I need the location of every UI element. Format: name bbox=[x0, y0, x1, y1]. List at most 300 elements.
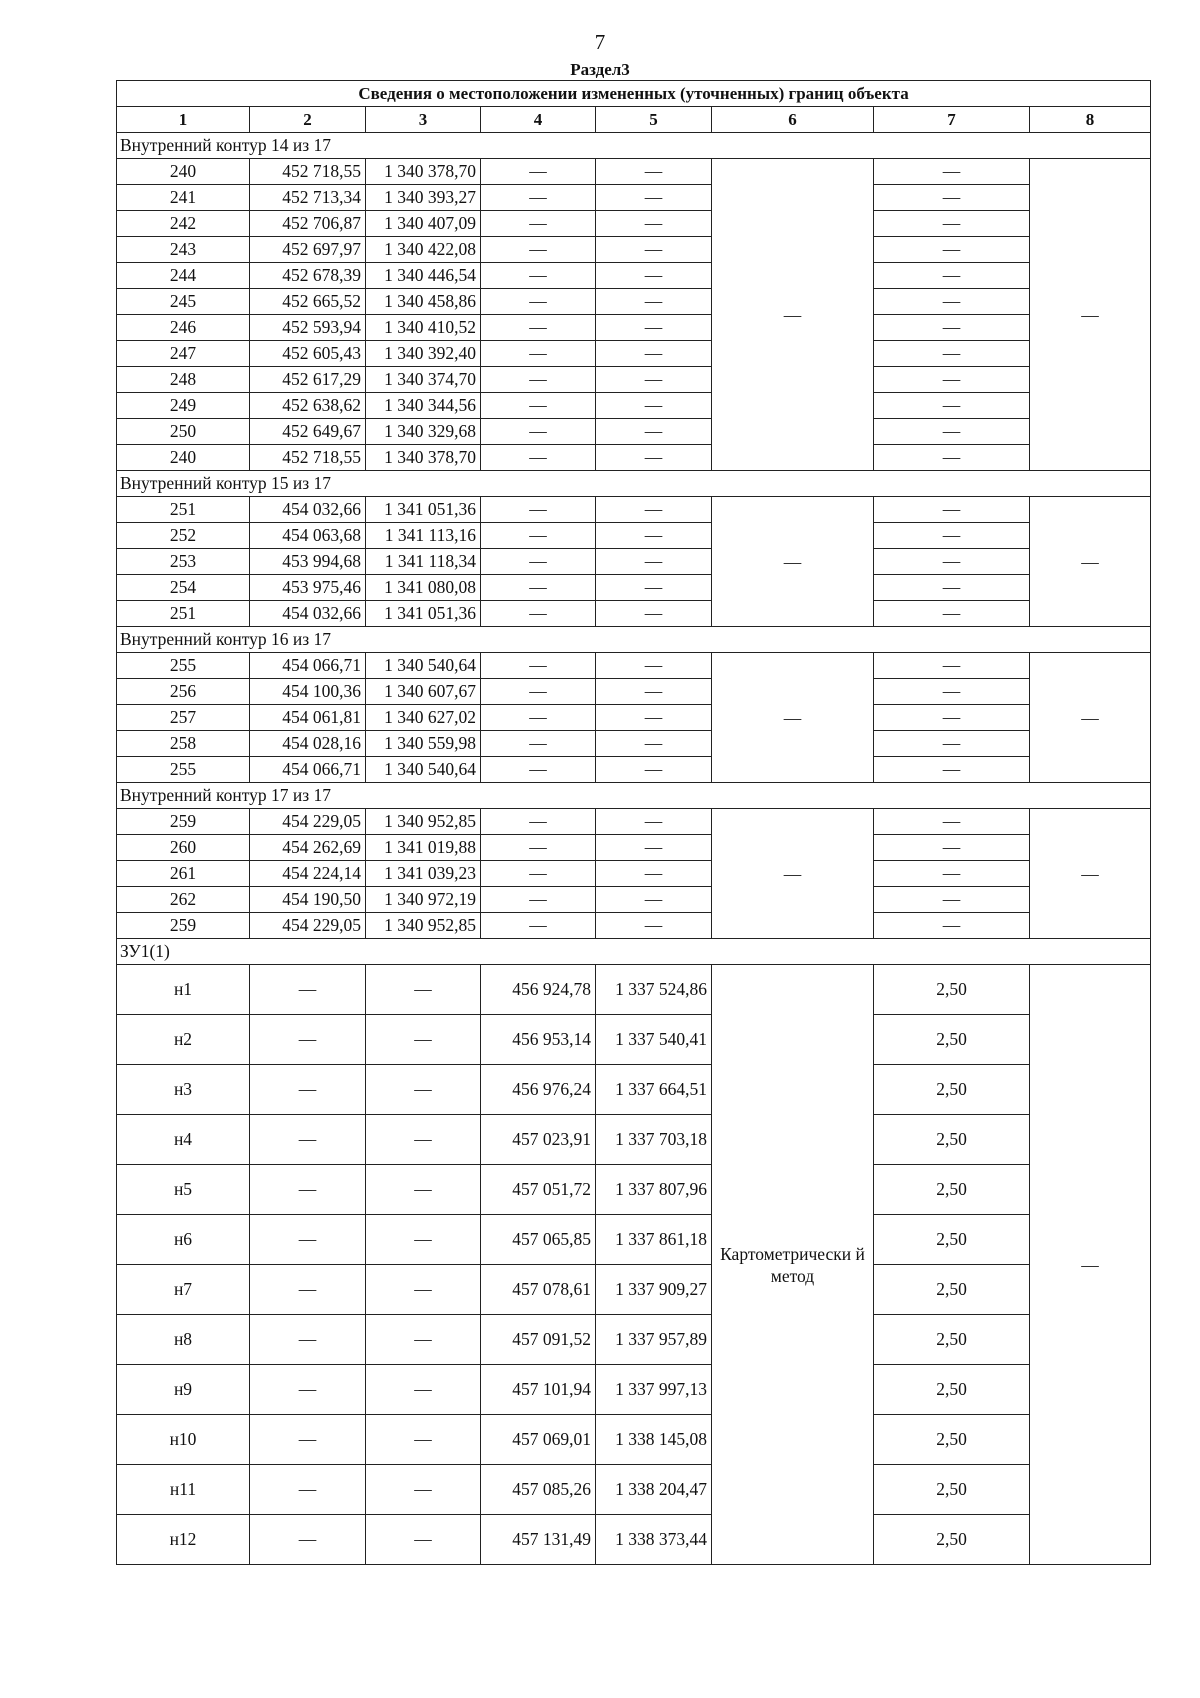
old-y-cell: 1 340 458,86 bbox=[366, 289, 481, 315]
new-x-cell: 457 131,49 bbox=[481, 1515, 596, 1565]
group-title: Внутренний контур 14 из 17 bbox=[117, 133, 1151, 159]
precision-cell: 2,50 bbox=[874, 1415, 1030, 1465]
table-row bbox=[117, 159, 1151, 185]
point-number-cell: 246 bbox=[117, 315, 250, 341]
precision-cell: — bbox=[874, 705, 1030, 731]
precision-cell: — bbox=[874, 211, 1030, 237]
old-y-cell: 1 341 080,08 bbox=[366, 575, 481, 601]
table-row bbox=[117, 861, 1151, 887]
new-x-cell: — bbox=[481, 367, 596, 393]
point-number-cell: 249 bbox=[117, 393, 250, 419]
new-x-cell: — bbox=[481, 159, 596, 185]
column-header: 3 bbox=[366, 107, 481, 133]
old-x-cell: — bbox=[250, 1465, 366, 1515]
group-title: Внутренний контур 17 из 17 bbox=[117, 783, 1151, 809]
new-x-cell: — bbox=[481, 497, 596, 523]
old-y-cell: 1 341 118,34 bbox=[366, 549, 481, 575]
table-row bbox=[117, 263, 1151, 289]
table-row bbox=[117, 913, 1151, 939]
precision-cell: 2,50 bbox=[874, 1515, 1030, 1565]
new-x-cell: 457 078,61 bbox=[481, 1265, 596, 1315]
group-header-row bbox=[117, 133, 1151, 159]
precision-cell: — bbox=[874, 861, 1030, 887]
point-number-cell: 256 bbox=[117, 679, 250, 705]
old-x-cell: 454 032,66 bbox=[250, 497, 366, 523]
precision-cell: — bbox=[874, 523, 1030, 549]
table-row bbox=[117, 1365, 1151, 1415]
old-y-cell: — bbox=[366, 965, 481, 1015]
new-y-cell: — bbox=[596, 445, 712, 471]
point-number-cell: 255 bbox=[117, 757, 250, 783]
old-x-cell: 454 032,66 bbox=[250, 601, 366, 627]
old-x-cell: 452 713,34 bbox=[250, 185, 366, 211]
column-header: 6 bbox=[712, 107, 874, 133]
new-y-cell: 1 337 524,86 bbox=[596, 965, 712, 1015]
page-number: 7 bbox=[594, 30, 606, 54]
new-x-cell: 457 085,26 bbox=[481, 1465, 596, 1515]
column-header: 5 bbox=[596, 107, 712, 133]
old-y-cell: — bbox=[366, 1415, 481, 1465]
precision-cell: — bbox=[874, 757, 1030, 783]
new-y-cell: — bbox=[596, 367, 712, 393]
old-y-cell: — bbox=[366, 1015, 481, 1065]
point-number-cell: 251 bbox=[117, 497, 250, 523]
group-header-row bbox=[117, 471, 1151, 497]
point-number-cell: н9 bbox=[117, 1365, 250, 1415]
new-y-cell: — bbox=[596, 601, 712, 627]
table-row bbox=[117, 497, 1151, 523]
precision-cell: — bbox=[874, 549, 1030, 575]
old-x-cell: — bbox=[250, 1365, 366, 1415]
old-x-cell: 452 678,39 bbox=[250, 263, 366, 289]
point-number-cell: н6 bbox=[117, 1215, 250, 1265]
precision-cell: — bbox=[874, 289, 1030, 315]
old-y-cell: — bbox=[366, 1365, 481, 1415]
table-row bbox=[117, 1265, 1151, 1315]
old-x-cell: 453 994,68 bbox=[250, 549, 366, 575]
group-title: Внутренний контур 15 из 17 bbox=[117, 471, 1151, 497]
precision-cell: 2,50 bbox=[874, 1165, 1030, 1215]
table-row bbox=[117, 1215, 1151, 1265]
table-row bbox=[117, 835, 1151, 861]
new-y-cell: — bbox=[596, 705, 712, 731]
precision-cell: — bbox=[874, 497, 1030, 523]
new-x-cell: 457 101,94 bbox=[481, 1365, 596, 1415]
new-x-cell: — bbox=[481, 211, 596, 237]
old-y-cell: 1 341 019,88 bbox=[366, 835, 481, 861]
old-y-cell: 1 341 051,36 bbox=[366, 497, 481, 523]
old-y-cell: — bbox=[366, 1315, 481, 1365]
new-x-cell: 457 065,85 bbox=[481, 1215, 596, 1265]
new-y-cell: — bbox=[596, 315, 712, 341]
precision-cell: — bbox=[874, 367, 1030, 393]
method-cell: — bbox=[712, 653, 874, 783]
table-row bbox=[117, 1015, 1151, 1065]
old-y-cell: 1 340 972,19 bbox=[366, 887, 481, 913]
old-y-cell: 1 340 952,85 bbox=[366, 913, 481, 939]
new-x-cell: — bbox=[481, 887, 596, 913]
table-title: Сведения о местоположении измененных (уточненных) границ объекта bbox=[117, 81, 1151, 107]
table-row bbox=[117, 237, 1151, 263]
old-y-cell: 1 340 392,40 bbox=[366, 341, 481, 367]
new-x-cell: — bbox=[481, 263, 596, 289]
table-row bbox=[117, 445, 1151, 471]
new-y-cell: 1 337 664,51 bbox=[596, 1065, 712, 1115]
description-cell: — bbox=[1030, 809, 1151, 939]
old-y-cell: — bbox=[366, 1515, 481, 1565]
new-y-cell: — bbox=[596, 549, 712, 575]
new-x-cell: — bbox=[481, 861, 596, 887]
table-row bbox=[117, 1065, 1151, 1115]
table-row bbox=[117, 289, 1151, 315]
new-y-cell: 1 338 145,08 bbox=[596, 1415, 712, 1465]
new-y-cell: 1 338 204,47 bbox=[596, 1465, 712, 1515]
old-x-cell: — bbox=[250, 1415, 366, 1465]
new-y-cell: — bbox=[596, 159, 712, 185]
column-header: 7 bbox=[874, 107, 1030, 133]
point-number-cell: 262 bbox=[117, 887, 250, 913]
precision-cell: 2,50 bbox=[874, 1015, 1030, 1065]
precision-cell: — bbox=[874, 159, 1030, 185]
section-title: Раздел3 bbox=[570, 60, 630, 79]
old-x-cell: — bbox=[250, 1165, 366, 1215]
point-number-cell: 242 bbox=[117, 211, 250, 237]
new-y-cell: — bbox=[596, 289, 712, 315]
point-number-cell: 240 bbox=[117, 445, 250, 471]
old-y-cell: — bbox=[366, 1265, 481, 1315]
new-x-cell: — bbox=[481, 913, 596, 939]
point-number-cell: 251 bbox=[117, 601, 250, 627]
table-row bbox=[117, 341, 1151, 367]
table-row bbox=[117, 1465, 1151, 1515]
point-number-cell: н1 bbox=[117, 965, 250, 1015]
new-x-cell: — bbox=[481, 705, 596, 731]
precision-cell: — bbox=[874, 419, 1030, 445]
point-number-cell: 261 bbox=[117, 861, 250, 887]
old-x-cell: — bbox=[250, 965, 366, 1015]
precision-cell: — bbox=[874, 809, 1030, 835]
point-number-cell: 257 bbox=[117, 705, 250, 731]
new-y-cell: 1 337 703,18 bbox=[596, 1115, 712, 1165]
new-x-cell: — bbox=[481, 523, 596, 549]
point-number-cell: н3 bbox=[117, 1065, 250, 1115]
table-row bbox=[117, 315, 1151, 341]
old-x-cell: 454 066,71 bbox=[250, 653, 366, 679]
old-x-cell: 454 028,16 bbox=[250, 731, 366, 757]
new-x-cell: 456 924,78 bbox=[481, 965, 596, 1015]
old-y-cell: 1 340 540,64 bbox=[366, 757, 481, 783]
new-y-cell: 1 337 997,13 bbox=[596, 1365, 712, 1415]
point-number-cell: 243 bbox=[117, 237, 250, 263]
point-number-cell: 259 bbox=[117, 809, 250, 835]
precision-cell: — bbox=[874, 393, 1030, 419]
table-row bbox=[117, 211, 1151, 237]
new-x-cell: 457 069,01 bbox=[481, 1415, 596, 1465]
precision-cell: 2,50 bbox=[874, 965, 1030, 1015]
table-title-row bbox=[117, 81, 1151, 107]
precision-cell: 2,50 bbox=[874, 1265, 1030, 1315]
new-y-cell: — bbox=[596, 575, 712, 601]
new-x-cell: — bbox=[481, 575, 596, 601]
table-row bbox=[117, 731, 1151, 757]
precision-cell: — bbox=[874, 679, 1030, 705]
new-y-cell: 1 338 373,44 bbox=[596, 1515, 712, 1565]
new-y-cell: — bbox=[596, 497, 712, 523]
table-row bbox=[117, 549, 1151, 575]
new-x-cell: — bbox=[481, 653, 596, 679]
column-header: 2 bbox=[250, 107, 366, 133]
point-number-cell: н12 bbox=[117, 1515, 250, 1565]
point-number-cell: н7 bbox=[117, 1265, 250, 1315]
precision-cell: 2,50 bbox=[874, 1465, 1030, 1515]
old-x-cell: 452 638,62 bbox=[250, 393, 366, 419]
precision-cell: 2,50 bbox=[874, 1215, 1030, 1265]
old-y-cell: — bbox=[366, 1165, 481, 1215]
point-number-cell: 255 bbox=[117, 653, 250, 679]
new-x-cell: — bbox=[481, 549, 596, 575]
old-x-cell: 454 061,81 bbox=[250, 705, 366, 731]
point-number-cell: 258 bbox=[117, 731, 250, 757]
new-x-cell: — bbox=[481, 757, 596, 783]
old-y-cell: 1 340 446,54 bbox=[366, 263, 481, 289]
old-x-cell: 452 718,55 bbox=[250, 159, 366, 185]
old-x-cell: — bbox=[250, 1515, 366, 1565]
point-number-cell: н4 bbox=[117, 1115, 250, 1165]
point-number-cell: 252 bbox=[117, 523, 250, 549]
old-x-cell: — bbox=[250, 1265, 366, 1315]
old-y-cell: 1 340 378,70 bbox=[366, 445, 481, 471]
old-y-cell: — bbox=[366, 1215, 481, 1265]
precision-cell: 2,50 bbox=[874, 1315, 1030, 1365]
new-x-cell: — bbox=[481, 835, 596, 861]
new-y-cell: — bbox=[596, 757, 712, 783]
point-number-cell: 244 bbox=[117, 263, 250, 289]
point-number-cell: 241 bbox=[117, 185, 250, 211]
old-y-cell: — bbox=[366, 1465, 481, 1515]
precision-cell: 2,50 bbox=[874, 1115, 1030, 1165]
new-y-cell: — bbox=[596, 835, 712, 861]
new-x-cell: — bbox=[481, 731, 596, 757]
group-header-row bbox=[117, 939, 1151, 965]
new-x-cell: 457 023,91 bbox=[481, 1115, 596, 1165]
old-x-cell: 454 224,14 bbox=[250, 861, 366, 887]
point-number-cell: н2 bbox=[117, 1015, 250, 1065]
new-y-cell: — bbox=[596, 237, 712, 263]
new-x-cell: 456 976,24 bbox=[481, 1065, 596, 1115]
precision-cell: — bbox=[874, 237, 1030, 263]
method-cell: Картометрически й метод bbox=[712, 965, 874, 1565]
old-y-cell: 1 340 374,70 bbox=[366, 367, 481, 393]
column-header: 1 bbox=[117, 107, 250, 133]
new-x-cell: — bbox=[481, 341, 596, 367]
precision-cell: — bbox=[874, 913, 1030, 939]
old-y-cell: 1 341 113,16 bbox=[366, 523, 481, 549]
group-header-row bbox=[117, 627, 1151, 653]
table-body bbox=[117, 81, 1151, 1565]
old-y-cell: 1 340 407,09 bbox=[366, 211, 481, 237]
table-row bbox=[117, 1315, 1151, 1365]
new-x-cell: — bbox=[481, 237, 596, 263]
old-x-cell: 452 665,52 bbox=[250, 289, 366, 315]
old-x-cell: 452 617,29 bbox=[250, 367, 366, 393]
precision-cell: 2,50 bbox=[874, 1065, 1030, 1115]
table-row bbox=[117, 679, 1151, 705]
point-number-cell: н8 bbox=[117, 1315, 250, 1365]
point-number-cell: 247 bbox=[117, 341, 250, 367]
old-x-cell: — bbox=[250, 1115, 366, 1165]
table-row bbox=[117, 705, 1151, 731]
new-x-cell: — bbox=[481, 185, 596, 211]
precision-cell: — bbox=[874, 315, 1030, 341]
old-x-cell: 454 066,71 bbox=[250, 757, 366, 783]
table-row bbox=[117, 757, 1151, 783]
new-y-cell: — bbox=[596, 887, 712, 913]
precision-cell: 2,50 bbox=[874, 1365, 1030, 1415]
precision-cell: — bbox=[874, 185, 1030, 211]
precision-cell: — bbox=[874, 445, 1030, 471]
point-number-cell: 260 bbox=[117, 835, 250, 861]
new-x-cell: — bbox=[481, 445, 596, 471]
new-x-cell: — bbox=[481, 393, 596, 419]
old-y-cell: 1 340 344,56 bbox=[366, 393, 481, 419]
old-x-cell: 452 697,97 bbox=[250, 237, 366, 263]
table-row bbox=[117, 1415, 1151, 1465]
point-number-cell: н5 bbox=[117, 1165, 250, 1215]
old-y-cell: 1 340 607,67 bbox=[366, 679, 481, 705]
column-header: 8 bbox=[1030, 107, 1151, 133]
point-number-cell: 253 bbox=[117, 549, 250, 575]
new-y-cell: 1 337 957,89 bbox=[596, 1315, 712, 1365]
old-y-cell: — bbox=[366, 1115, 481, 1165]
table-row bbox=[117, 523, 1151, 549]
table-row bbox=[117, 887, 1151, 913]
group-header-row bbox=[117, 783, 1151, 809]
new-x-cell: — bbox=[481, 315, 596, 341]
table-row bbox=[117, 1515, 1151, 1565]
table-row bbox=[117, 965, 1151, 1015]
precision-cell: — bbox=[874, 731, 1030, 757]
new-y-cell: — bbox=[596, 419, 712, 445]
new-x-cell: — bbox=[481, 679, 596, 705]
old-x-cell: — bbox=[250, 1015, 366, 1065]
description-cell: — bbox=[1030, 653, 1151, 783]
new-y-cell: — bbox=[596, 341, 712, 367]
old-x-cell: 452 605,43 bbox=[250, 341, 366, 367]
old-x-cell: 454 229,05 bbox=[250, 809, 366, 835]
old-y-cell: 1 340 540,64 bbox=[366, 653, 481, 679]
old-x-cell: — bbox=[250, 1315, 366, 1365]
table-row bbox=[117, 1165, 1151, 1215]
old-x-cell: 454 229,05 bbox=[250, 913, 366, 939]
table-row bbox=[117, 393, 1151, 419]
group-title: Внутренний контур 16 из 17 bbox=[117, 627, 1151, 653]
old-x-cell: 452 718,55 bbox=[250, 445, 366, 471]
description-cell: — bbox=[1030, 965, 1151, 1565]
table-row bbox=[117, 575, 1151, 601]
new-x-cell: — bbox=[481, 419, 596, 445]
table-header-row bbox=[117, 107, 1151, 133]
new-y-cell: — bbox=[596, 679, 712, 705]
method-cell: — bbox=[712, 497, 874, 627]
old-y-cell: 1 340 627,02 bbox=[366, 705, 481, 731]
old-y-cell: 1 340 378,70 bbox=[366, 159, 481, 185]
old-x-cell: 454 063,68 bbox=[250, 523, 366, 549]
new-y-cell: — bbox=[596, 731, 712, 757]
description-cell: — bbox=[1030, 159, 1151, 471]
old-y-cell: 1 341 039,23 bbox=[366, 861, 481, 887]
old-y-cell: 1 340 952,85 bbox=[366, 809, 481, 835]
description-cell: — bbox=[1030, 497, 1151, 627]
new-y-cell: — bbox=[596, 809, 712, 835]
precision-cell: — bbox=[874, 653, 1030, 679]
table-row bbox=[117, 367, 1151, 393]
new-y-cell: 1 337 909,27 bbox=[596, 1265, 712, 1315]
precision-cell: — bbox=[874, 575, 1030, 601]
old-y-cell: 1 340 422,08 bbox=[366, 237, 481, 263]
new-y-cell: — bbox=[596, 523, 712, 549]
point-number-cell: 248 bbox=[117, 367, 250, 393]
precision-cell: — bbox=[874, 887, 1030, 913]
new-y-cell: — bbox=[596, 861, 712, 887]
new-x-cell: — bbox=[481, 601, 596, 627]
new-y-cell: — bbox=[596, 653, 712, 679]
column-header: 4 bbox=[481, 107, 596, 133]
precision-cell: — bbox=[874, 263, 1030, 289]
method-cell: — bbox=[712, 809, 874, 939]
old-x-cell: 452 649,67 bbox=[250, 419, 366, 445]
new-y-cell: — bbox=[596, 185, 712, 211]
new-x-cell: 457 051,72 bbox=[481, 1165, 596, 1215]
precision-cell: — bbox=[874, 835, 1030, 861]
table-row bbox=[117, 653, 1151, 679]
point-number-cell: 245 bbox=[117, 289, 250, 315]
new-x-cell: 456 953,14 bbox=[481, 1015, 596, 1065]
precision-cell: — bbox=[874, 341, 1030, 367]
point-number-cell: 254 bbox=[117, 575, 250, 601]
table-row bbox=[117, 419, 1151, 445]
old-x-cell: 453 975,46 bbox=[250, 575, 366, 601]
group-title: ЗУ1(1) bbox=[117, 939, 1151, 965]
old-y-cell: 1 340 410,52 bbox=[366, 315, 481, 341]
table-row bbox=[117, 809, 1151, 835]
point-number-cell: 240 bbox=[117, 159, 250, 185]
point-number-cell: н10 bbox=[117, 1415, 250, 1465]
new-y-cell: — bbox=[596, 913, 712, 939]
method-cell: — bbox=[712, 159, 874, 471]
old-x-cell: — bbox=[250, 1215, 366, 1265]
old-y-cell: 1 340 559,98 bbox=[366, 731, 481, 757]
new-y-cell: — bbox=[596, 263, 712, 289]
new-y-cell: 1 337 861,18 bbox=[596, 1215, 712, 1265]
old-x-cell: 454 262,69 bbox=[250, 835, 366, 861]
new-x-cell: 457 091,52 bbox=[481, 1315, 596, 1365]
point-number-cell: 259 bbox=[117, 913, 250, 939]
new-y-cell: 1 337 807,96 bbox=[596, 1165, 712, 1215]
table-row bbox=[117, 1115, 1151, 1165]
new-y-cell: 1 337 540,41 bbox=[596, 1015, 712, 1065]
old-x-cell: 454 100,36 bbox=[250, 679, 366, 705]
table-row bbox=[117, 185, 1151, 211]
boundary-table bbox=[116, 80, 1151, 1565]
point-number-cell: 250 bbox=[117, 419, 250, 445]
old-y-cell: — bbox=[366, 1065, 481, 1115]
old-y-cell: 1 341 051,36 bbox=[366, 601, 481, 627]
old-x-cell: 452 706,87 bbox=[250, 211, 366, 237]
old-x-cell: 452 593,94 bbox=[250, 315, 366, 341]
old-x-cell: — bbox=[250, 1065, 366, 1115]
table-row bbox=[117, 601, 1151, 627]
new-y-cell: — bbox=[596, 393, 712, 419]
